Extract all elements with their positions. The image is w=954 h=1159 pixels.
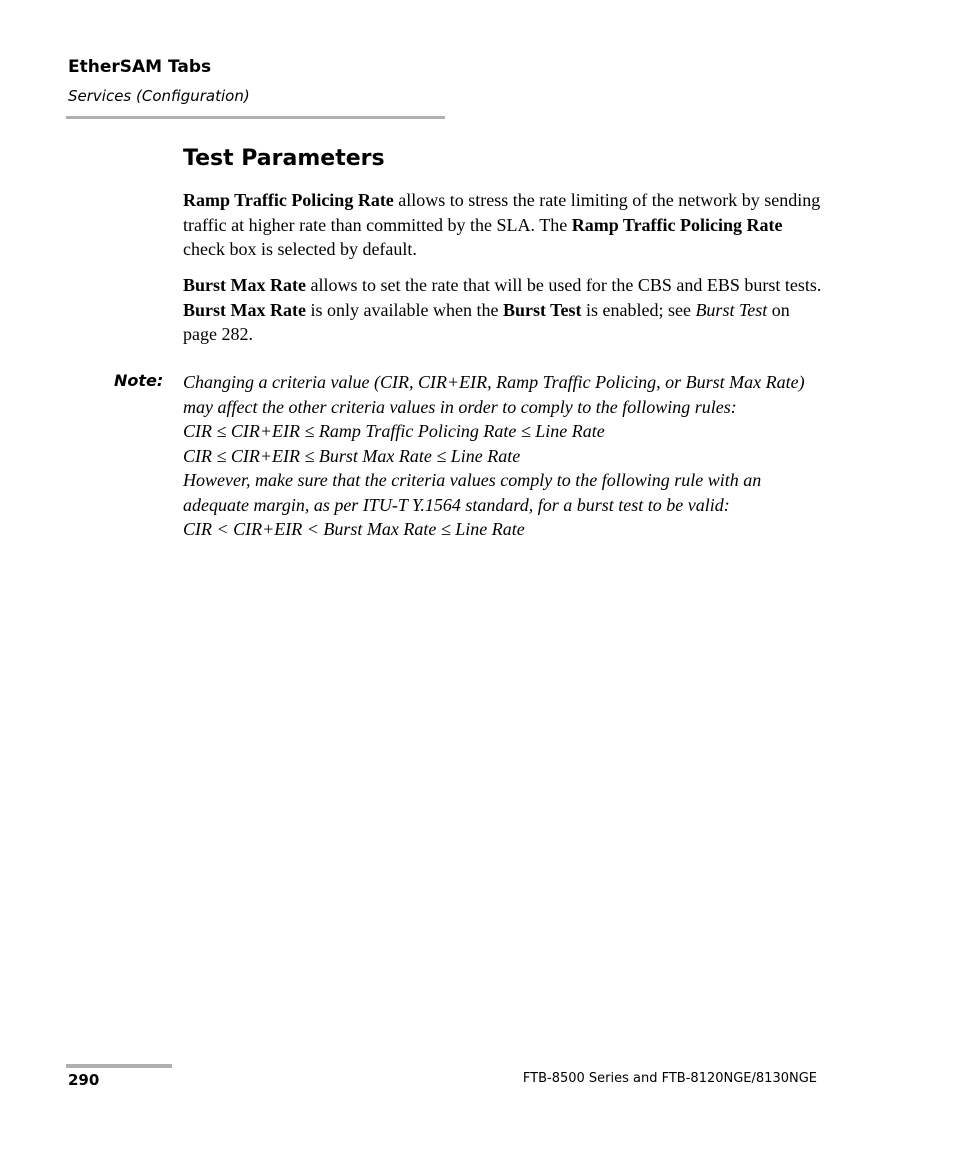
note-label: Note:	[114, 371, 164, 390]
note-rule-3: CIR < CIR+EIR < Burst Max Rate ≤ Line Rate	[183, 519, 525, 539]
header-rule	[66, 116, 445, 119]
section-title: Test Parameters	[183, 146, 385, 171]
term-ramp-traffic: Ramp Traffic Policing Rate	[183, 190, 394, 210]
term-ramp-traffic-2: Ramp Traffic Policing Rate	[571, 214, 783, 235]
term-burst-test: Burst Test	[502, 299, 582, 320]
note-rule-2: CIR ≤ CIR+EIR ≤ Burst Max Rate ≤ Line Rate	[183, 445, 521, 466]
footer-product: FTB-8500 Series and FTB-8120NGE/8130NGE	[522, 1071, 817, 1086]
note-caution: However, make sure that the criteria values comply to the following rule with an adequate margin, as per ITU-T Y.1564 standard, for a burst test to be valid:	[183, 470, 762, 515]
note-rule-1: CIR ≤ CIR+EIR ≤ Ramp Traffic Policing Rate ≤ Line Rate	[183, 421, 605, 441]
header-section: Services (Configuration)	[68, 87, 250, 105]
note-intro: Changing a criteria value (CIR, CIR+EIR, Ramp Traffic Policing, or Burst Max Rate) may affect the other criteria values in order to comply to the following rules:	[183, 372, 805, 417]
page-number: 290	[68, 1071, 100, 1089]
footer-rule	[66, 1064, 172, 1068]
paragraph-ramp-traffic: Ramp Traffic Policing Rate allows to stress the rate limiting of the network by sending traffic at higher rate than committed by the SLA. The Ramp Traffic Policing Rate check box is selected by default.	[183, 190, 821, 259]
term-burst-max-2: Burst Max Rate	[183, 299, 306, 320]
note-body	[183, 370, 823, 542]
term-burst-max: Burst Max Rate	[183, 275, 306, 295]
paragraph-burst-max: Burst Max Rate allows to set the rate that will be used for the CBS and EBS burst tests. Burst Max Rate is only available when the Burst Test is enabled; see Burst Test on page 282.	[183, 275, 822, 344]
header-chapter: EtherSAM Tabs	[68, 57, 212, 77]
burst-test-reference[interactable]: Burst Test	[695, 299, 768, 320]
